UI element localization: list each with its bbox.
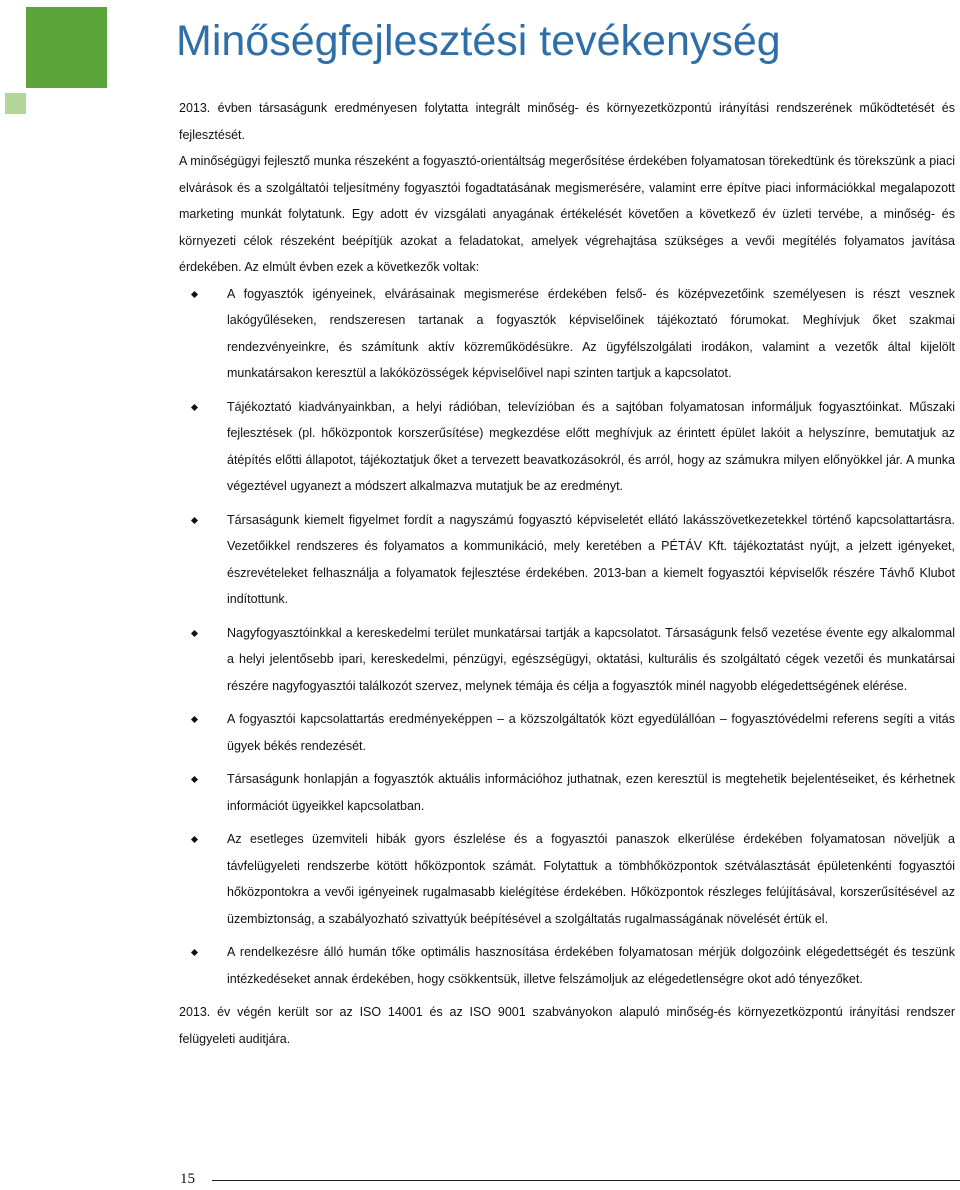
list-item-text: Nagyfogyasztóinkkal a kereskedelmi terület munkatársai tartják a kapcsolatot. Társaságunk felső vezetése évente egy alkalommal a helyi jelentősebb ipari, kereskedelmi, pénzügyi, egészségügyi, oktatási, kulturális és szolgáltató cégek vezetői és munkatársai részére nagyfogyasztói találkozót szervez, melynek témája és célja a fogyasztók minél nagyobb elégedettségének elérése. (227, 625, 955, 693)
measures-list (179, 281, 955, 993)
list-item (179, 766, 955, 819)
diamond-bullet-icon (191, 776, 198, 783)
diamond-bullet-icon (191, 290, 198, 297)
footer-rule (212, 1180, 960, 1181)
list-item-text: A rendelkezésre álló humán tőke optimális hasznosítása érdekében folyamatosan mérjük dolgozóink elégedettségét és teszünk intézkedéseket annak érdekében, hogy csökkentsük, illetve felszámoljuk az elégedetlenségre okot adó tényezőket. (227, 945, 955, 986)
body-paragraph: A minőségügyi fejlesztő munka részeként a fogyasztó-orientáltság megerősítése érdekében folyamatosan törekedtünk és törekszünk a piaci elvárások és a szolgáltatói teljesítmény fogyasztói fogadtatásának megismerésére, valamint erre építve piaci információkkal megalapozott marketing munkát folytatunk. Egy adott év vizsgálati anyagának értékelését követően a következő év üzleti tervébe, a minőség- és környezeti célok részeként beépítjük azokat a feladatokat, amelyek végrehajtása szükséges a vevői megítélés folyamatos javítása érdekében. Az elmúlt évben ezek a következők voltak: (179, 154, 955, 274)
list-item-text: Tájékoztató kiadványainkban, a helyi rádióban, televízióban és a sajtóban folyamatosan informáljuk fogyasztóinkat. Műszaki fejlesztések (pl. hőközpontok korszerűsítése) megkezdése előtt meghívjuk az érintett épület lakóit a helyszínre, bemutatjuk az átépítés előtti állapotot, tájékoztatjuk őket a tervezett beavatkozásokról, és arról, hogy az számukra milyen előnyökkel jár. A munka végeztével ugyanezt a módszert alkalmazva mutatjuk be az eredményt. (227, 399, 955, 493)
list-item (179, 939, 955, 992)
diamond-bullet-icon (191, 716, 198, 723)
diamond-bullet-icon (191, 949, 198, 956)
list-item-text: Társaságunk kiemelt figyelmet fordít a nagyszámú fogyasztó képviseletét ellátó lakásszövetkezetekkel történő kapcsolattartásra. Vezetőikkel rendszeres és folyamatos a kommunikáció, mely keretében a PÉTÁV Kft. tájékoztatást nyújt, a jelzett igényeket, észrevételeket felhasználja a folyamatok fejlesztése érdekében. 2013-ban a kiemelt fogyasztói képviselők részére Távhő Klubot indítottunk. (227, 512, 955, 606)
page-title: Minőségfejlesztési tevékenység (176, 17, 781, 65)
closing-paragraph: 2013. év végén került sor az ISO 14001 és az ISO 9001 szabványokon alapuló minőség-és környezetközpontú irányítási rendszer felügyeleti auditjára. (179, 1005, 955, 1046)
list-item-text: A fogyasztói kapcsolattartás eredményeképpen – a közszolgáltatók közt egyedülállóan – fogyasztóvédelmi referens segíti a vitás ügyek békés rendezését. (227, 712, 955, 753)
diamond-bullet-icon (191, 403, 198, 410)
list-item-text: Társaságunk honlapján a fogyasztók aktuális információhoz juthatnak, ezen keresztül is megtehetik bejelentéseiket, és kérhetnek információt ügyeikkel kapcsolatban. (227, 772, 955, 813)
list-item (179, 706, 955, 759)
list-item-text: Az esetleges üzemviteli hibák gyors észlelése és a fogyasztói panaszok elkerülése érdekében folyamatosan növeljük a távfelügyeleti rendszerbe kötött hőközpontok számát. Folytattuk a tömbhőközpontok szétválasztását épületenkénti fogyasztói hőközpontokra a vevői igényeinek rugalmasabb kielégítése érdekében. Hőközpontok részleges felújításával, korszerűsítésével az üzembiztonság, a szabályozható szivattyúk beépítésével a szolgáltatás rugalmasságának növelését értük el. (227, 832, 955, 926)
list-item (179, 281, 955, 387)
document-body (179, 95, 955, 1052)
list-item-text: A fogyasztók igényeinek, elvárásainak megismerése érdekében felső- és középvezetőink személyesen is részt vesznek lakógyűléseken, rendszeresen tartanak a fogyasztók képviselőinek tájékoztató fórumokat. Meghívjuk őket szakmai rendezvényeinkre, és számítunk aktív közreműködésükre. Az ügyfélszolgálati irodákon, valamint a vezetők által kijelölt munkatársakon keresztül a lakóközösségek képviselőivel napi szinten tartjuk a kapcsolatot. (227, 286, 955, 380)
diamond-bullet-icon (191, 836, 198, 843)
logo-square-small (5, 93, 26, 114)
list-item (179, 394, 955, 500)
page-number: 15 (180, 1171, 195, 1187)
diamond-bullet-icon (191, 516, 198, 523)
list-item (179, 620, 955, 700)
list-item (179, 826, 955, 932)
logo-square-large (26, 7, 107, 88)
intro-paragraph: 2013. évben társaságunk eredményesen folytatta integrált minőség- és környezetközpontú irányítási rendszerének működtetését és fejlesztését. (179, 101, 955, 142)
list-item (179, 507, 955, 613)
diamond-bullet-icon (191, 629, 198, 636)
